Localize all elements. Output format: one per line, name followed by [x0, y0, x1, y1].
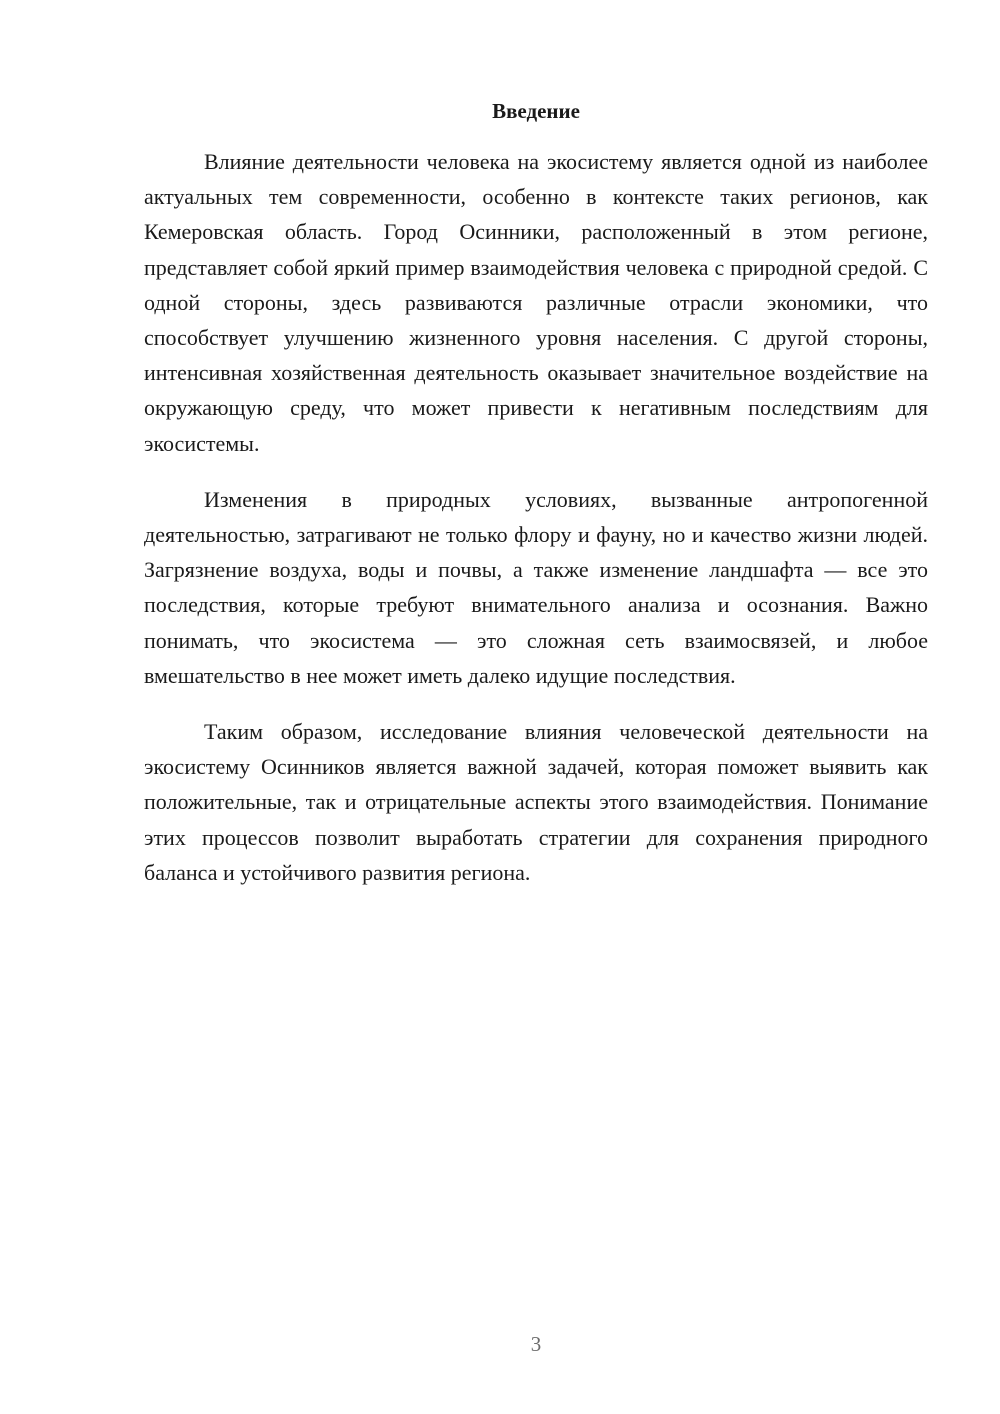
paragraph-3: Таким образом, исследование влияния человеческой деятельности на экосистему Осинников является важной задачей, которая поможет выявить как положительные, так и отрицательные аспекты этого взаимодействия. Понимание этих процессов позволит выработать стратегии для сохранения природного баланса и устойчивого развития региона.	[144, 719, 928, 885]
section-heading: Введение	[492, 99, 580, 123]
page-number: 3	[530, 1332, 542, 1356]
body-text	[144, 144, 928, 890]
paragraph-2: Изменения в природных условиях, вызванные антропогенной деятельностью, затрагивают не только флору и фауну, но и качество жизни людей. Загрязнение воздуха, воды и почвы, а также изменение ландшафта — все это последствия, которые требуют внимательного анализа и осознания. Важно понимать, что экосистема — это сложная сеть взаимосвязей, и любое вмешательство в нее может иметь далеко идущие последствия.	[144, 486, 928, 688]
paragraph-1: Влияние деятельности человека на экосистему является одной из наиболее актуальных тем современности, особенно в контексте таких регионов, как Кемеровская область. Город Осинники, расположенный в этом регионе, представляет собой яркий пример взаимодействия человека с природной средой. С одной стороны, здесь развиваются различные отрасли экономики, что способствует улучшению жизненного уровня населения. С другой стороны, интенсивная хозяйственная деятельность оказывает значительное воздействие на окружающую среду, что может привести к негативным последствиям для экосистемы.	[144, 149, 928, 456]
